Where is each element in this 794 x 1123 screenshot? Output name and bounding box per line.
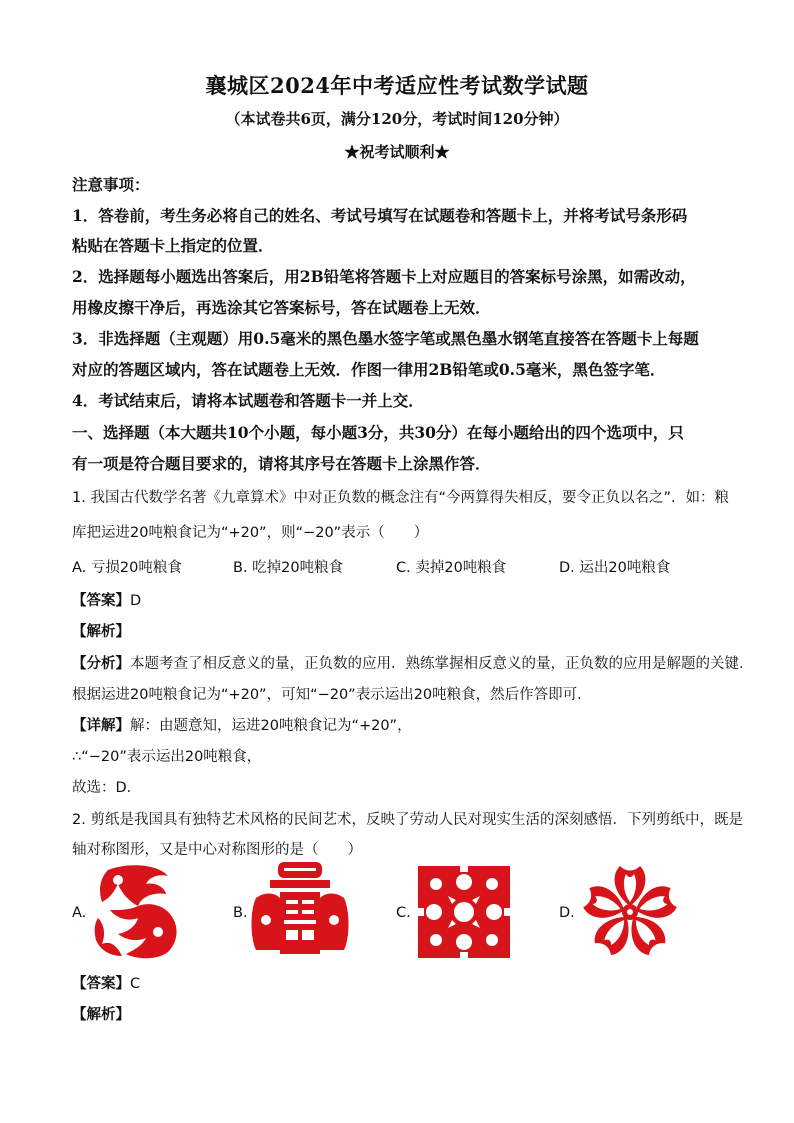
fenxi-label: 【分析】	[72, 656, 130, 672]
question-2-text: 轴对称图形，又是中心对称图形的是（ ）	[72, 842, 362, 858]
detail-line: 故选：D．	[72, 780, 142, 796]
image-label-a: A.	[72, 905, 87, 921]
notice-heading: 注意事项：	[72, 175, 150, 194]
section-heading: 一、选择题（本大题共10个小题，每小题3分，共30分）在每小题给出的四个选项中，只	[72, 423, 684, 442]
question-1-text: 库把运进20吨粮食记为“+20”，则“−20”表示（ ）	[72, 525, 429, 541]
analysis-label-text: 【解析】	[72, 624, 130, 640]
answer-line	[72, 972, 732, 993]
notice-line: 粘贴在答题卡上指定的位置．	[72, 236, 274, 255]
image-label-d: D.	[559, 905, 575, 921]
detail-line: ∴“−20”表示运出20吨粮食，	[72, 749, 262, 765]
option-d: D. 运出20吨粮食	[559, 560, 671, 576]
question-2-text: 2. 剪纸是我国具有独特艺术风格的民间艺术，反映了劳动人民对现实生活的深刻感悟．下列剪纸中，既是	[72, 812, 743, 828]
answer-label: 【答案】	[72, 976, 130, 992]
question-1-text: 1. 我国古代数学名著《九章算术》中对正负数的概念注有“今两算得失相反，要令正负以名之”．如：粮	[72, 490, 729, 506]
notice-line: 对应的答题区域内，答在试题卷上无效．作图一律用2B铅笔或0.5毫米，黑色签字笔．	[72, 360, 666, 379]
papercut-d-image	[580, 862, 680, 962]
option-c: C. 卖掉20吨粮食	[396, 560, 507, 576]
detail-text: 解：由题意知，运进20吨粮食记为“+20”，	[130, 718, 412, 734]
papercut-a-image	[88, 862, 188, 962]
page-title: 襄城区2024年中考适应性考试数学试题	[205, 73, 589, 98]
exam-info: （本试卷共6页，满分120分，考试时间120分钟）	[225, 110, 569, 128]
answer-value: C	[130, 976, 141, 992]
option-a: A. 亏损20吨粮食	[72, 560, 182, 576]
papercut-c-image	[412, 860, 516, 964]
answer-value: D	[130, 593, 142, 609]
analysis-label-text: 【解析】	[72, 1007, 130, 1023]
notice-line: 4．考试结束后，请将本试题卷和答题卡一并上交．	[72, 391, 424, 410]
papercut-b-image	[248, 858, 352, 962]
answer-line	[72, 589, 732, 610]
option-b: B. 吃掉20吨粮食	[233, 560, 344, 576]
fenxi-text: 本题考查了相反意义的量，正负数的应用．熟练掌握相反意义的量，正负数的应用是解题的关键．	[130, 656, 754, 672]
analysis-line: 根据运进20吨粮食记为“+20”，可知“−20”表示运出20吨粮食，然后作答即可．	[72, 687, 592, 703]
notice-line: 1．答卷前，考生务必将自己的姓名、考试号填写在试题卷和答题卡上，并将考试号条形码	[72, 206, 688, 225]
detail-label: 【详解】	[72, 718, 130, 734]
image-label-b: B.	[233, 905, 248, 921]
analysis-line	[72, 652, 754, 673]
detail-line	[72, 714, 732, 735]
analysis-label	[72, 1003, 732, 1024]
analysis-label	[72, 620, 732, 641]
section-heading: 有一项是符合题目要求的，请将其序号在答题卡上涂黑作答．	[72, 454, 491, 473]
answer-label: 【答案】	[72, 593, 130, 609]
blessing-line: ★祝考试顺利★	[344, 143, 450, 161]
notice-line: 3．非选择题（主观题）用0.5毫米的黑色墨水签字笔或黑色墨水钢笔直接答在答题卡上每题	[72, 329, 699, 348]
notice-line: 2．选择题每小题选出答案后，用2B铅笔将答题卡上对应题目的答案标号涂黑，如需改动，	[72, 267, 696, 286]
notice-line: 用橡皮擦干净后，再选涂其它答案标号，答在试题卷上无效．	[72, 298, 491, 317]
image-label-c: C.	[396, 905, 411, 921]
